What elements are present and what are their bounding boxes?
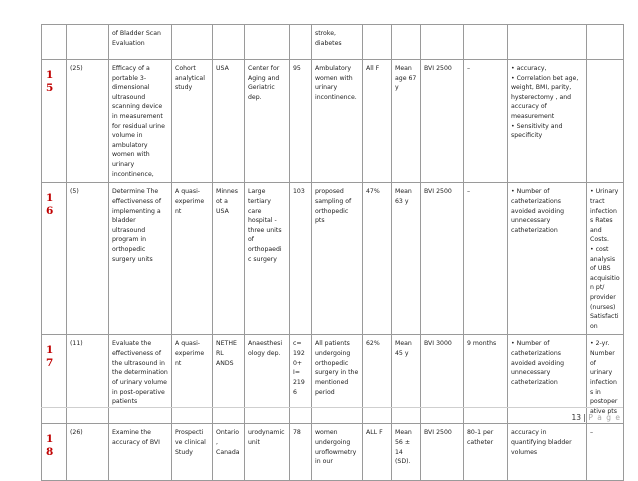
aim-cell: Evaluate the effectiveness of the ultrasound in the determination of urinary volume in post-operative patients: [109, 335, 172, 424]
aim-cell: Determine The effectiveness of implementing a bladder ultrasound program in orthopedic surgery units: [109, 183, 172, 335]
cost-item: • 2-yr. Number of urinary infections in postoperative pts: [590, 340, 618, 415]
page-footer: [0, 407, 638, 427]
age-cell: Mean 45 y: [392, 335, 421, 424]
design-cell: Prospecti ve clinical Study: [172, 424, 213, 481]
aim-cell: of Bladder Scan Evaluation: [109, 25, 172, 60]
country-cell: Ontario, Canada: [213, 424, 245, 481]
outcome-item: accuracy in quantifying bladder volumes: [511, 429, 572, 456]
followup-cell: –: [464, 183, 508, 335]
sex-cell: 47%: [363, 183, 392, 335]
row-number: 1 7: [42, 335, 67, 424]
page-number-label: [571, 413, 621, 422]
ref-cell: [67, 25, 109, 60]
cost-item: • Urinary tract infections Rates and Costs.: [590, 188, 619, 244]
device-cell: BVI 2500: [421, 183, 464, 335]
cost-cell: [587, 183, 624, 335]
row-number: 1 8: [42, 424, 67, 481]
aim-cell: Efficacy of a portable 3-dimensional ultrasound scanning device in measurement for residual urine volume in ambulatory women with urinary incontinence,: [109, 60, 172, 183]
device-cell: [421, 25, 464, 60]
setting-cell: urodynamic unit: [245, 424, 290, 481]
ref-cell: (11): [67, 335, 109, 424]
outcome-item: • accuracy,: [511, 65, 547, 72]
outcome-item: • Correlation bet age, weight, BMI, parity, hysterectomy , and accuracy of measurement: [511, 74, 579, 121]
ref-cell: (5): [67, 183, 109, 335]
country-cell: NETHERL ANDS: [213, 335, 245, 424]
cost-item: –: [590, 429, 594, 437]
setting-cell: Large tertiary care hospital - three units of orthopaedi c surgery: [245, 183, 290, 335]
sex-cell: All F: [363, 60, 392, 183]
country-cell: [213, 25, 245, 60]
country-cell: USA: [213, 60, 245, 183]
population-cell: stroke, diabetes: [312, 25, 363, 60]
footer-divider: [41, 407, 623, 408]
page-word: P a g e: [588, 413, 621, 422]
followup-cell: 80-1 per catheter: [464, 424, 508, 481]
table-row: [42, 424, 624, 481]
setting-cell: Anaesthesi ology dep.: [245, 335, 290, 424]
design-cell: [172, 25, 213, 60]
age-cell: Mean 56 ± 14 (SD).: [392, 424, 421, 481]
outcome-item: • Number of catheterizations avoided avoiding unnecessary catheterization: [511, 340, 565, 386]
followup-cell: [464, 25, 508, 60]
sex-cell: 62%: [363, 335, 392, 424]
sample-size-cell: [290, 25, 312, 60]
page-number: 13: [571, 413, 582, 422]
age-cell: Mean 63 y: [392, 183, 421, 335]
table-row: [42, 183, 624, 335]
setting-cell: Center for Aging and Geriatric dep.: [245, 60, 290, 183]
population-cell: proposed sampling of orthopedic pts: [312, 183, 363, 335]
sex-cell: [363, 25, 392, 60]
age-cell: Mean age 67 y: [392, 60, 421, 183]
sample-size-cell: c= 192 0+ I= 219 6: [290, 335, 312, 424]
population-cell: All patients undergoing orthopedic surgery in the mentioned period: [312, 335, 363, 424]
outcome-cell: [508, 60, 587, 183]
table-row: [42, 25, 624, 60]
row-number: 1 6: [42, 183, 67, 335]
cost-cell: [587, 25, 624, 60]
aim-cell: Examine the accuracy of BVI: [109, 424, 172, 481]
sex-cell: ALL F: [363, 424, 392, 481]
row-number: [42, 25, 67, 60]
cost-cell: [587, 60, 624, 183]
country-cell: Minnesot a USA: [213, 183, 245, 335]
cost-item: • cost analysis of UBS acquisition pt/ provider (nurses) Satisfaction: [590, 245, 620, 330]
setting-cell: [245, 25, 290, 60]
design-cell: A quasi-experime nt: [172, 183, 213, 335]
followup-cell: 9 months: [464, 335, 508, 424]
ref-cell: (25): [67, 60, 109, 183]
device-cell: BVI 2500: [421, 424, 464, 481]
age-cell: [392, 25, 421, 60]
sample-size-cell: 103: [290, 183, 312, 335]
device-cell: BVI 2500: [421, 60, 464, 183]
design-cell: Cohort analytical study: [172, 60, 213, 183]
device-cell: BVI 3000: [421, 335, 464, 424]
design-cell: A quasi-experime nt: [172, 335, 213, 424]
sample-size-cell: 78: [290, 424, 312, 481]
outcome-cell: [508, 25, 587, 60]
followup-cell: –: [464, 60, 508, 183]
outcome-item: • Sensitivity and specificity: [511, 122, 563, 140]
row-number: 1 5: [42, 60, 67, 183]
cost-cell: [587, 424, 624, 481]
sample-size-cell: 95: [290, 60, 312, 183]
outcome-cell: [508, 183, 587, 335]
ref-cell: (26): [67, 424, 109, 481]
table-row: [42, 60, 624, 183]
population-cell: Ambulatory women with urinary incontinence.: [312, 60, 363, 183]
page-separator: |: [583, 413, 586, 422]
outcome-item: • Number of catheterizations avoided avoiding unnecessary catheterization: [511, 188, 565, 234]
outcome-cell: [508, 424, 587, 481]
population-cell: women undergoing uroflowmetry in our: [312, 424, 363, 481]
